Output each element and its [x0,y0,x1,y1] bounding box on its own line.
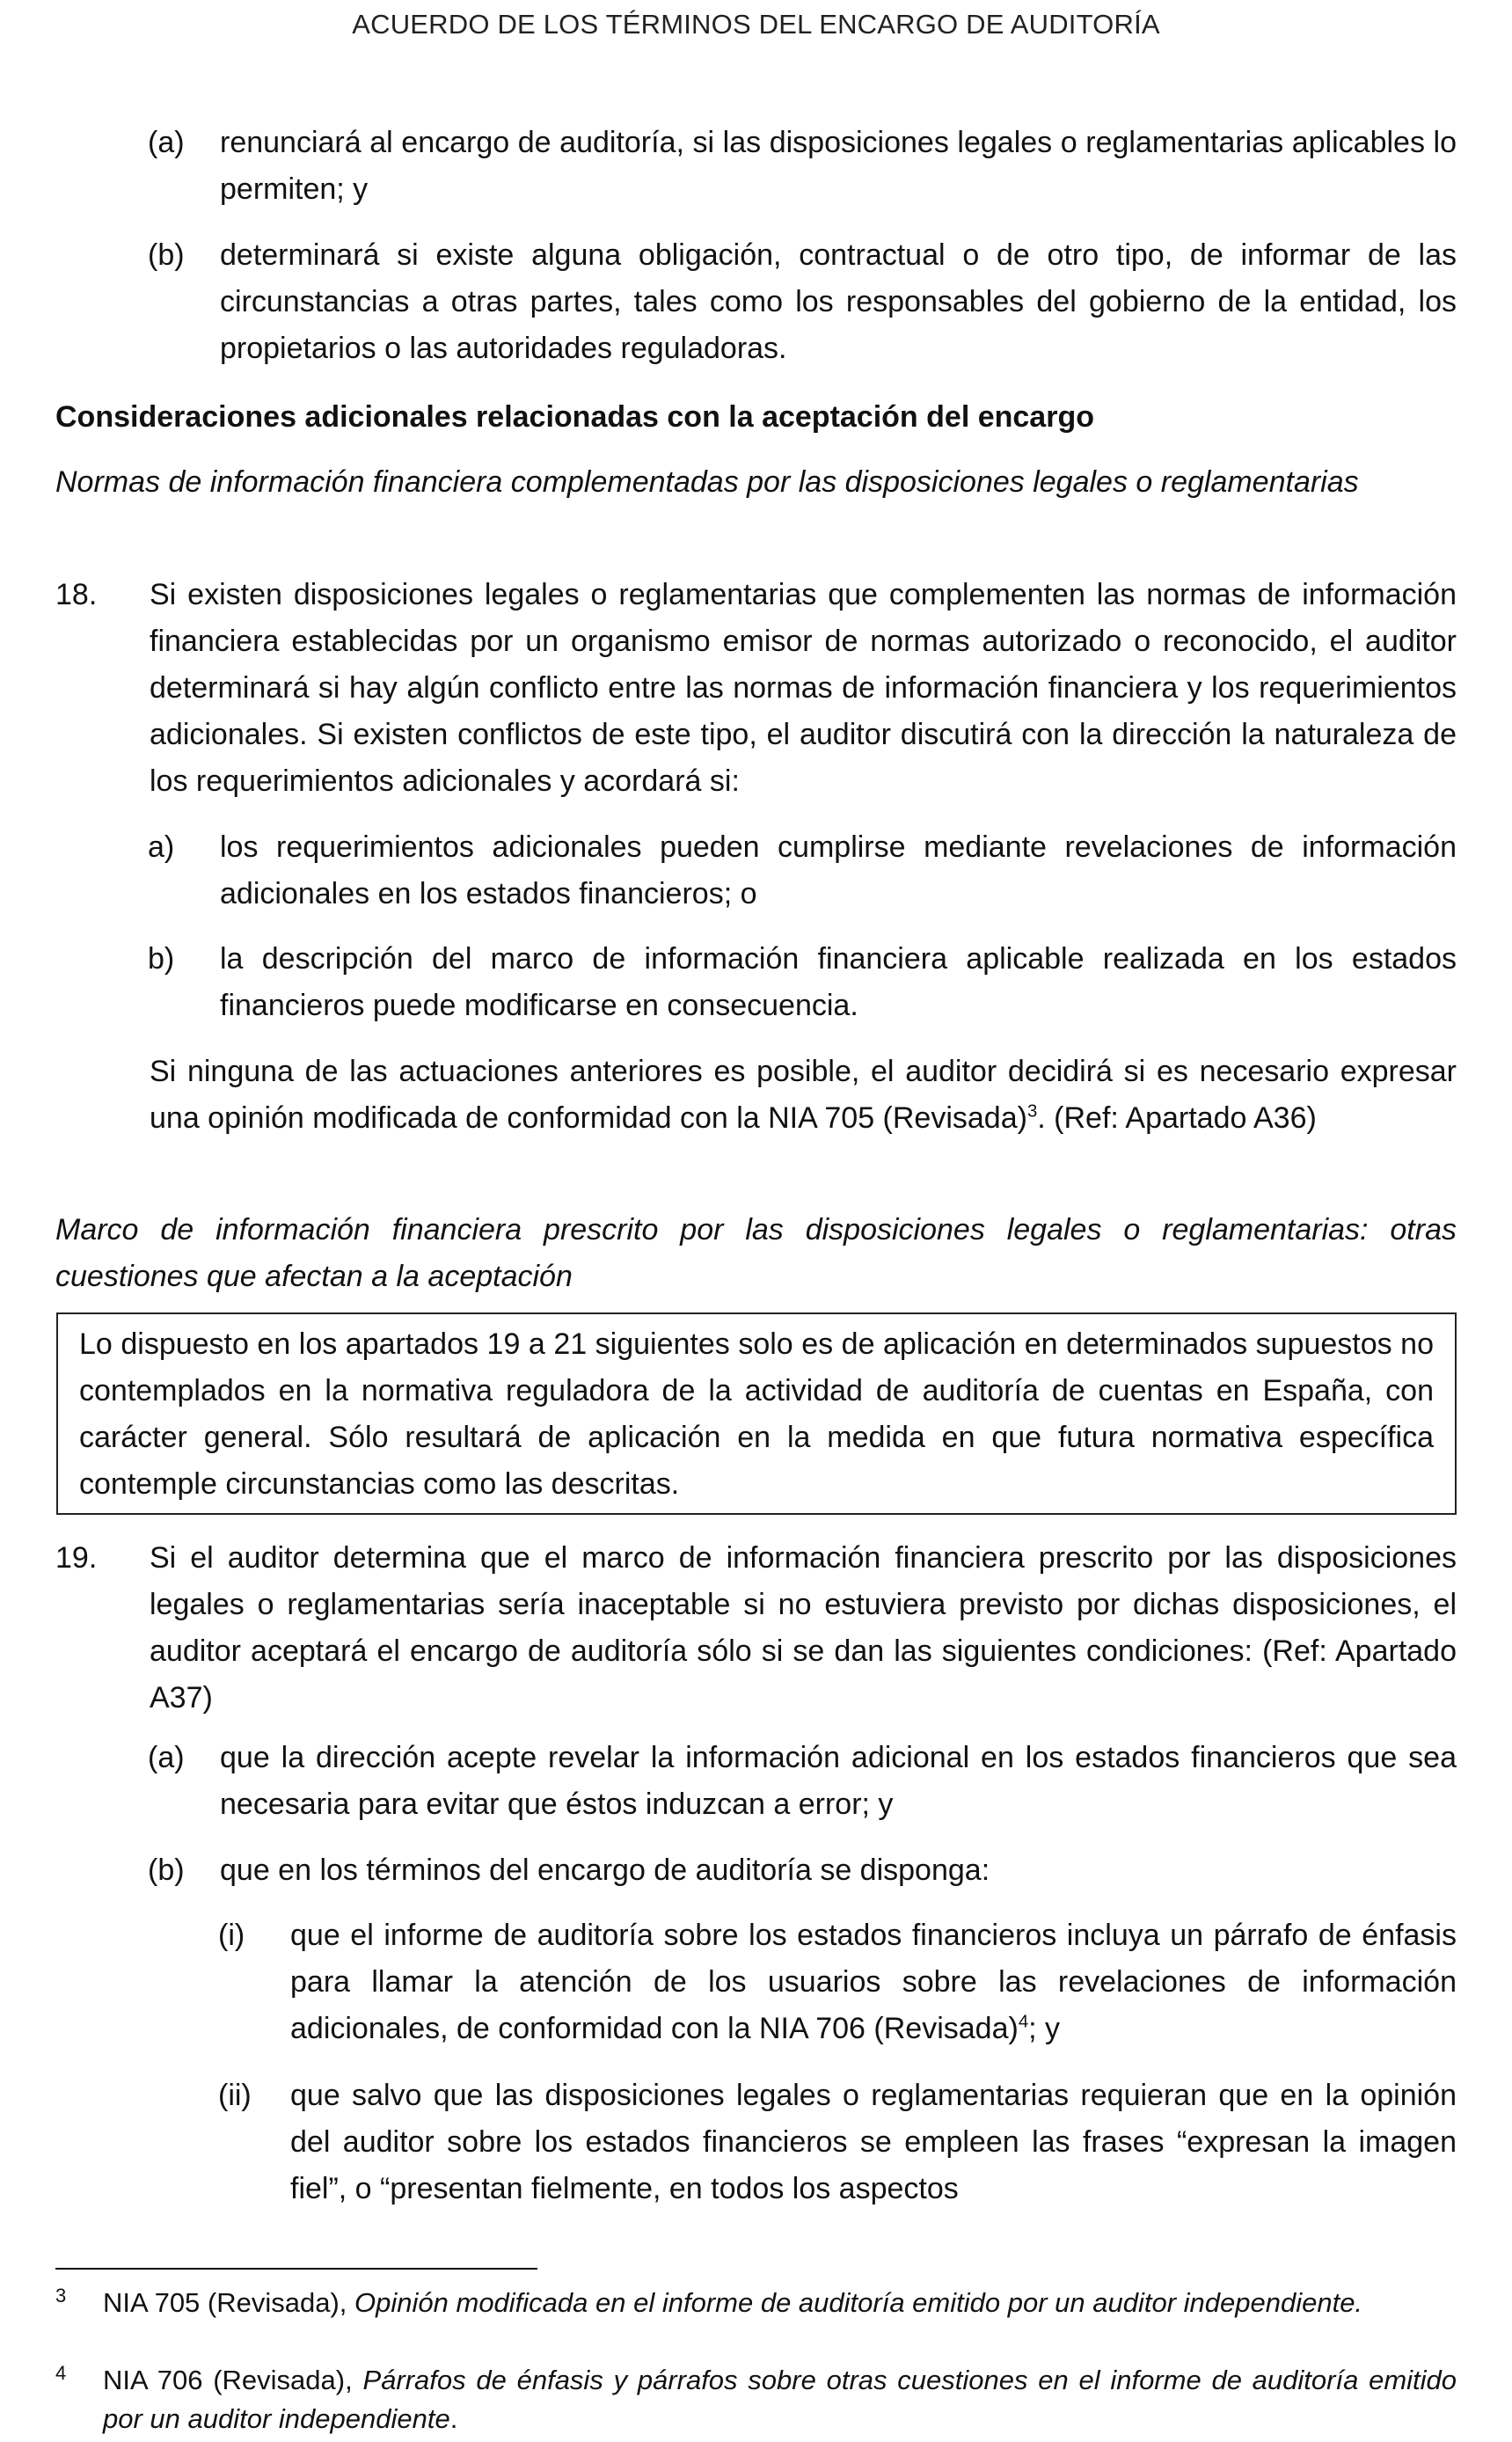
footnote-4: NIA 706 (Revisada), Párrafos de énfasis y párrafos sobre otras cuestiones en el informe de auditoría emitido por un auditor independiente. [103,2365,1457,2434]
para19-label-a: (a) [148,1741,185,1774]
footnote-ref-3[interactable]: 3 [1026,1101,1038,1122]
subheading-marco: Marco de información financiera prescrito por las disposiciones legales o reglamentarias: otras cuestiones que afectan a la aceptación [55,1213,1457,1293]
para19-label-i: (i) [218,1919,245,1952]
footnote-separator [55,2268,537,2270]
para18-label-a: a) [148,830,175,864]
list-label-b: (b) [148,238,185,272]
paragraph-number-19: 19. [55,1541,98,1575]
footnote-ref-4[interactable]: 4 [1018,2012,1029,2032]
footnote-number-3: 3 [55,2285,67,2307]
list-item-a: renunciará al encargo de auditoría, si las disposiciones legales o reglamentarias aplicables lo permiten; y [220,126,1457,206]
boxed-note: Lo dispuesto en los apartados 19 a 21 siguientes solo es de aplicación en determinados supuestos no contemplados en la normativa reguladora de la actividad de auditoría de cuentas en España, con carácter general. Sólo resultará de aplicación en la medida en que futura normativa específica contemple circunstancias como las descritas. [56,1312,1457,1515]
running-header: ACUERDO DE LOS TÉRMINOS DEL ENCARGO DE AUDITORÍA [352,9,1160,40]
para19-sub-i: que el informe de auditoría sobre los estados financieros incluya un párrafo de énfasis para llamar la atención de los usuarios sobre las revelaciones de información adicionales, de conformidad con la NIA 706 (Revisada)$^4$; y [290,1919,1457,2045]
para19-label-ii: (ii) [218,2079,252,2112]
para19-item-b: que en los términos del encargo de auditoría se disponga: [220,1853,990,1887]
para19-label-b: (b) [148,1853,185,1887]
list-label-a: (a) [148,126,185,159]
footnote-3: NIA 705 (Revisada), Opinión modificada en el informe de auditoría emitido por un auditor independiente. [103,2287,1363,2318]
para18-item-a: los requerimientos adicionales pueden cumplirse mediante revelaciones de información adicionales en los estados financieros; o [220,830,1457,910]
paragraph-19: Si el auditor determina que el marco de información financiera prescrito por las disposiciones legales o reglamentarias sería inaceptable si no estuviera previsto por dichas disposiciones, el auditor aceptará el encargo de auditoría sólo si se dan las siguientes condiciones: (Ref: Apartado A37) [150,1541,1457,1715]
section-heading: Consideraciones adicionales relacionadas con la aceptación del encargo [55,400,1094,434]
para18-item-b: la descripción del marco de información financiera aplicable realizada en los estados financieros puede modificarse en consecuencia. [220,942,1457,1022]
para18-label-b: b) [148,942,175,976]
subheading-normas: Normas de información financiera complementadas por las disposiciones legales o reglamentarias [55,465,1359,499]
paragraph-number-18: 18. [55,578,98,611]
paragraph-18: Si existen disposiciones legales o reglamentarias que complementen las normas de información financiera establecidas por un organismo emisor de normas autorizado o reconocido, el auditor determinará si hay algún conflicto entre las normas de información financiera y los requerimientos adicionales. Si existen conflictos de este tipo, el auditor discutirá con la dirección la naturaleza de los requerimientos adicionales y acordará si: [150,578,1457,798]
para19-item-a: que la dirección acepte revelar la información adicional en los estados financieros que sea necesaria para evitar que éstos induzcan a error; y [220,1741,1457,1821]
paragraph-18-closing: Si ninguna de las actuaciones anteriores es posible, el auditor decidirá si es necesario expresar una opinión modificada de conformidad con la NIA 705 (Revisada)$^3$. (Ref: Apartado A36) [150,1055,1457,1135]
para19-sub-ii: que salvo que las disposiciones legales o reglamentarias requieran que en la opinión del auditor sobre los estados financieros se empleen las frases “expresan la imagen fiel”, o “presentan fielmente, en todos los aspectos [290,2079,1457,2205]
footnote-number-4: 4 [55,2362,67,2384]
list-item-b: determinará si existe alguna obligación, contractual o de otro tipo, de informar de las circunstancias a otras partes, tales como los responsables del gobierno de la entidad, los propietarios o las autoridades reguladoras. [220,238,1457,365]
